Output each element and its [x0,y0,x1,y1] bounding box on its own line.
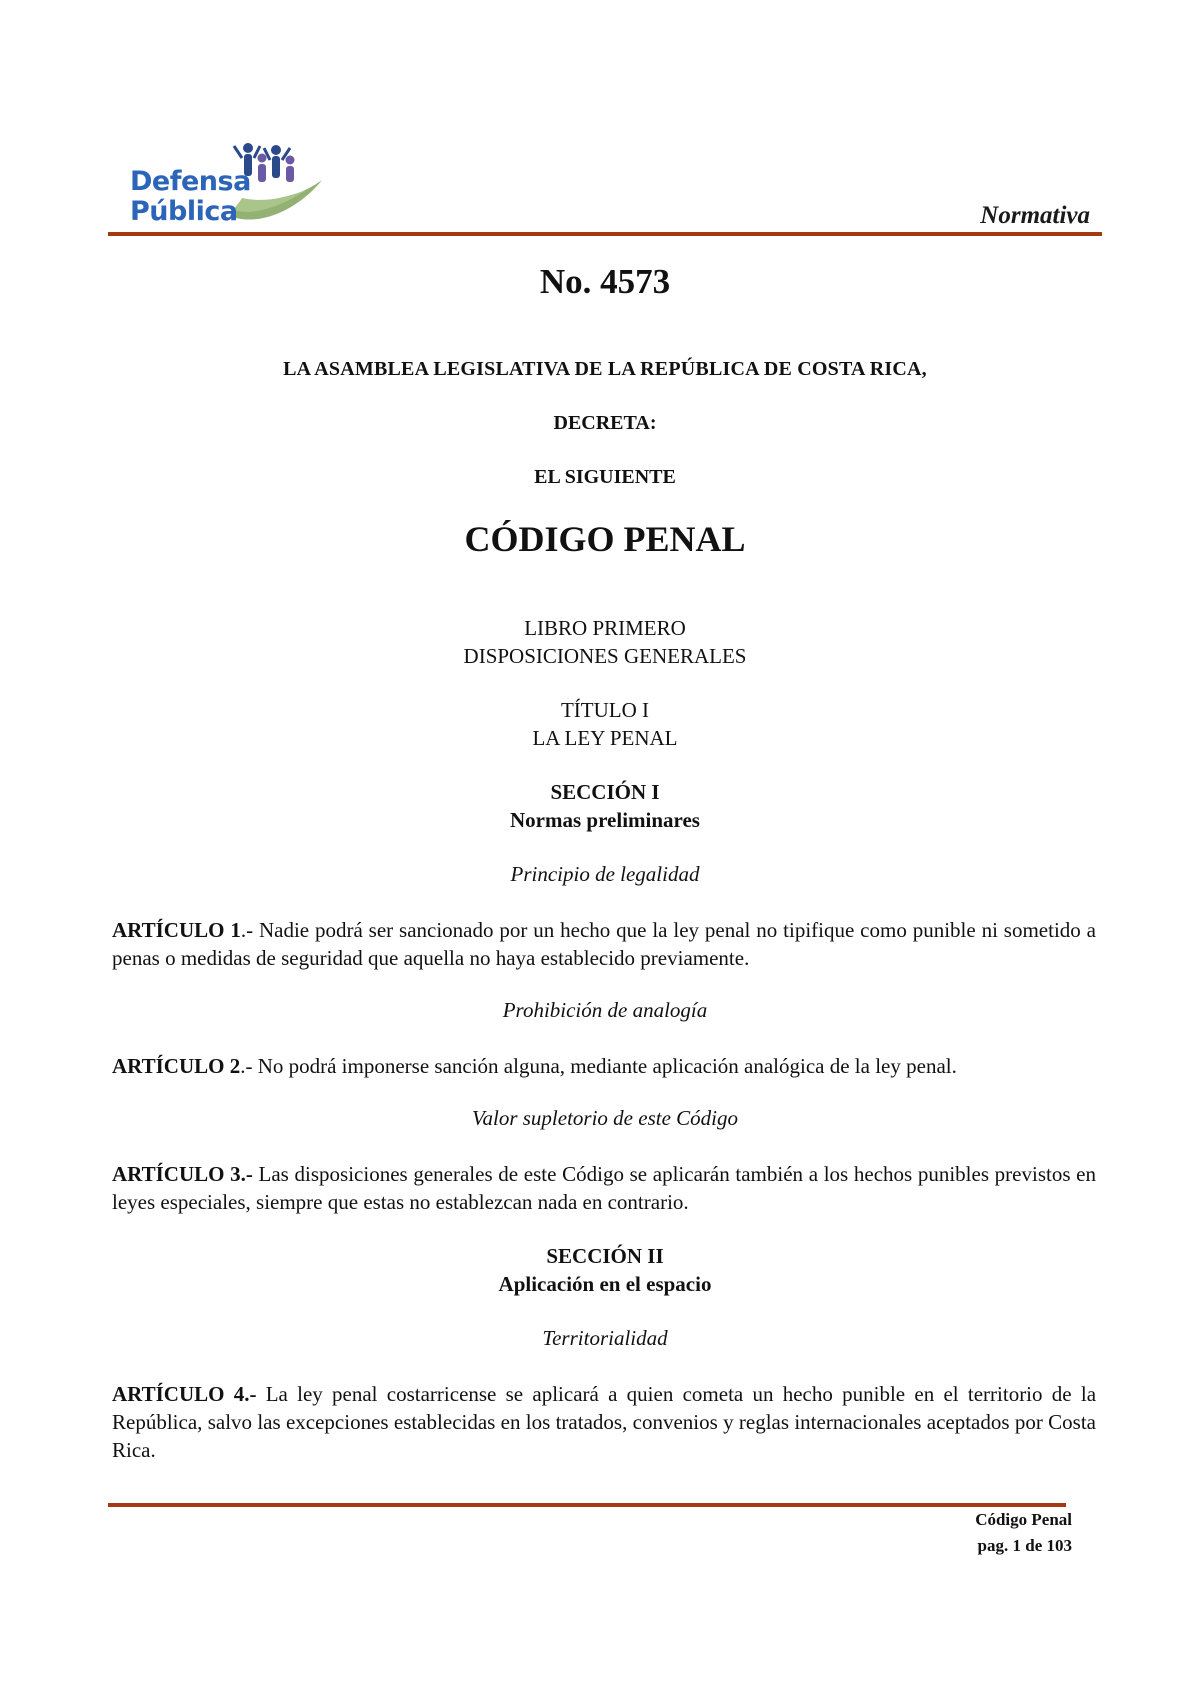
article-label: ARTÍCULO 3.- [112,1162,253,1186]
decreta-heading: DECRETA: [553,412,657,434]
logo-text-line1: Defensa [130,166,251,197]
header-divider [108,232,1102,236]
article-text: No podrá imponerse sanción alguna, mediante aplicación analógica de la ley penal. [257,1054,957,1078]
article-separator [256,1382,265,1406]
assembly-heading: LA ASAMBLEA LEGISLATIVA DE LA REPÚBLICA DE COSTA RICA, [283,358,927,380]
defensa-publica-logo [130,138,330,230]
footer-divider [108,1503,1066,1507]
article-3 [112,1160,1096,1216]
logo-text-line2: Pública [130,196,238,227]
seccion1-heading [0,778,1200,834]
article-text: Las disposiciones generales de este Código se aplicarán también a los hechos punibles previstos en leyes especiales, siempre que estas no establezcan nada en contrario. [112,1162,1096,1214]
article-text: La ley penal costarricense se aplicará a quien cometa un hecho punible en el territorio de la República, salvo las excepciones establecidas en los tratados, convenios y reglas internacionales aceptados por Costa Rica. [112,1382,1097,1462]
libro-heading [0,614,1200,670]
article-label: ARTÍCULO 2 [112,1054,241,1078]
seccion1-subtitle: Normas preliminares [510,808,700,832]
titulo-heading [0,696,1200,752]
article-separator: .- [240,918,259,942]
footer-title: Código Penal [975,1510,1072,1529]
article-label: ARTÍCULO 1 [112,918,241,942]
titulo-subtitle: LA LEY PENAL [532,726,678,750]
libro-subtitle: DISPOSICIONES GENERALES [463,644,747,668]
article-label: ARTÍCULO 4.- [112,1382,257,1406]
article-2 [112,1052,1096,1080]
article-separator: .- [240,1054,258,1078]
document-number: No. 4573 [539,262,671,301]
seccion2-title: SECCIÓN II [546,1244,664,1268]
seccion1-title: SECCIÓN I [550,780,660,804]
titulo-title: TÍTULO I [560,698,650,722]
seccion2-heading [0,1242,1200,1298]
section-label: Normativa [980,202,1090,229]
siguiente-heading: EL SIGUIENTE [534,466,676,488]
article-heading: Valor supletorio de este Código [472,1106,738,1130]
article-1 [112,916,1096,972]
article-heading: Territorialidad [542,1326,668,1350]
libro-title: LIBRO PRIMERO [524,616,686,640]
seccion2-subtitle: Aplicación en el espacio [498,1272,712,1296]
article-heading: Prohibición de analogía [502,998,708,1022]
code-title: CÓDIGO PENAL [464,519,746,559]
article-text: Nadie podrá ser sancionado por un hecho que la ley penal no tipifique como punible ni sometido a penas o medidas de seguridad que aquella no haya establecido previamente. [112,918,1096,970]
article-4 [112,1380,1096,1464]
article-heading: Principio de legalidad [510,862,700,886]
page-number: pag. 1 de 103 [977,1536,1072,1555]
